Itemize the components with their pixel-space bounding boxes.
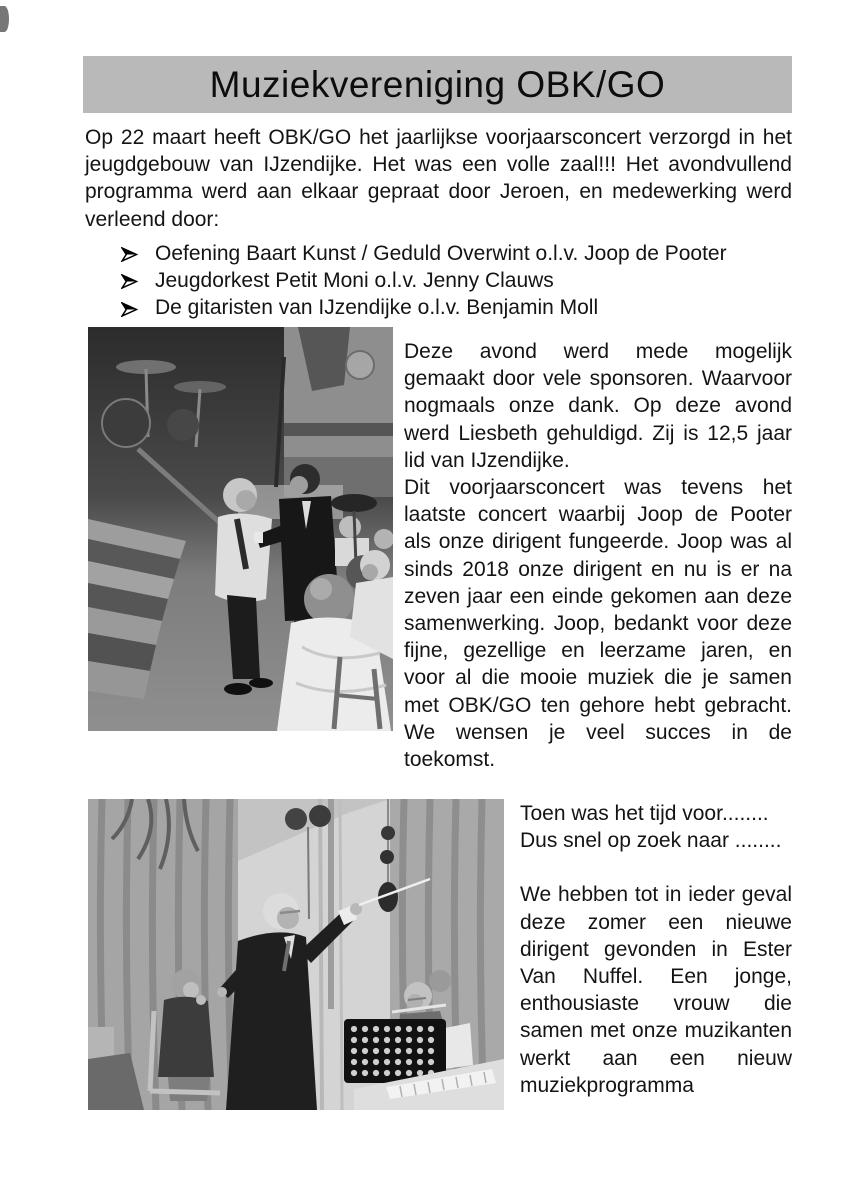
list-item-label: Oefening Baart Kunst / Geduld Overwint o.l.v. Joop de Pooter: [155, 242, 727, 265]
title-banner: [83, 56, 792, 113]
stage-award-ceremony-photo: [88, 327, 393, 731]
conductor-illustration: [88, 799, 504, 1110]
arrowhead-right-icon: [121, 302, 138, 317]
list-item-label: Jeugdorkest Petit Moni o.l.v. Jenny Clauws: [155, 269, 554, 293]
intro-paragraph: Op 22 maart heeft OBK/GO het jaarlijkse voorjaarsconcert verzorgd in het jeugdgebouw van IJzendijke. Het was een volle zaal!!! Het avondvullend programma werd aan elkaar gepraat door Jeroen, en medewerking werd verleend door:: [85, 126, 792, 231]
paragraph-spacer: [520, 854, 792, 881]
list-item: [121, 294, 792, 321]
sponsors-text-column: [404, 338, 792, 773]
scan-smudge-artifact: [0, 6, 9, 32]
new-conductor-text-column: [520, 800, 792, 1099]
page-title: Muziekvereniging OBK/GO: [209, 63, 666, 105]
participants-list: [121, 240, 792, 322]
farewell-conductor-paragraph: Dit voorjaarsconcert was tevens het laatste concert waarbij Joop de Pooter als onze dirigent fungeerde. Joop was al sinds 2018 onze dirigent en nu is er na zeven jaar een einde gekomen aan deze samenwerking. Joop, bedankt voor deze fijne, gezellige en leerzame jaren, en voor al die mooie muziek die je samen met OBK/GO ten gehore hebt gebracht. We wensen je veel succes in de toekomst.: [404, 476, 792, 772]
sponsors-paragraph: Deze avond werd mede mogelijk gemaakt door vele sponsoren. Waarvoor nogmaals onze dank. Op deze avond werd Liesbeth gehuldigd. Zij is 12,5 jaar lid van IJzendijke.: [404, 340, 792, 472]
arrowhead-right-icon: [121, 274, 138, 289]
list-item: [121, 267, 792, 294]
list-item-label: De gitaristen van IJzendijke o.l.v. Benjamin Moll: [155, 296, 599, 320]
list-item: [121, 240, 792, 267]
arrowhead-right-icon: [121, 247, 138, 262]
conductor-photo: [88, 799, 504, 1110]
new-conductor-paragraph: We hebben tot in ieder geval deze zomer een nieuwe dirigent gevonden in Ester Van Nuffel. Een jonge, enthousiaste vrouw die samen met onze muzikanten werkt aan een nieuw muziekprogramma: [520, 883, 792, 1097]
time-for-line: Toen was het tijd voor........: [520, 802, 769, 825]
intro-section: [85, 124, 792, 233]
stage-award-ceremony-illustration: [88, 327, 393, 731]
search-line: Dus snel op zoek naar ........: [520, 829, 782, 853]
